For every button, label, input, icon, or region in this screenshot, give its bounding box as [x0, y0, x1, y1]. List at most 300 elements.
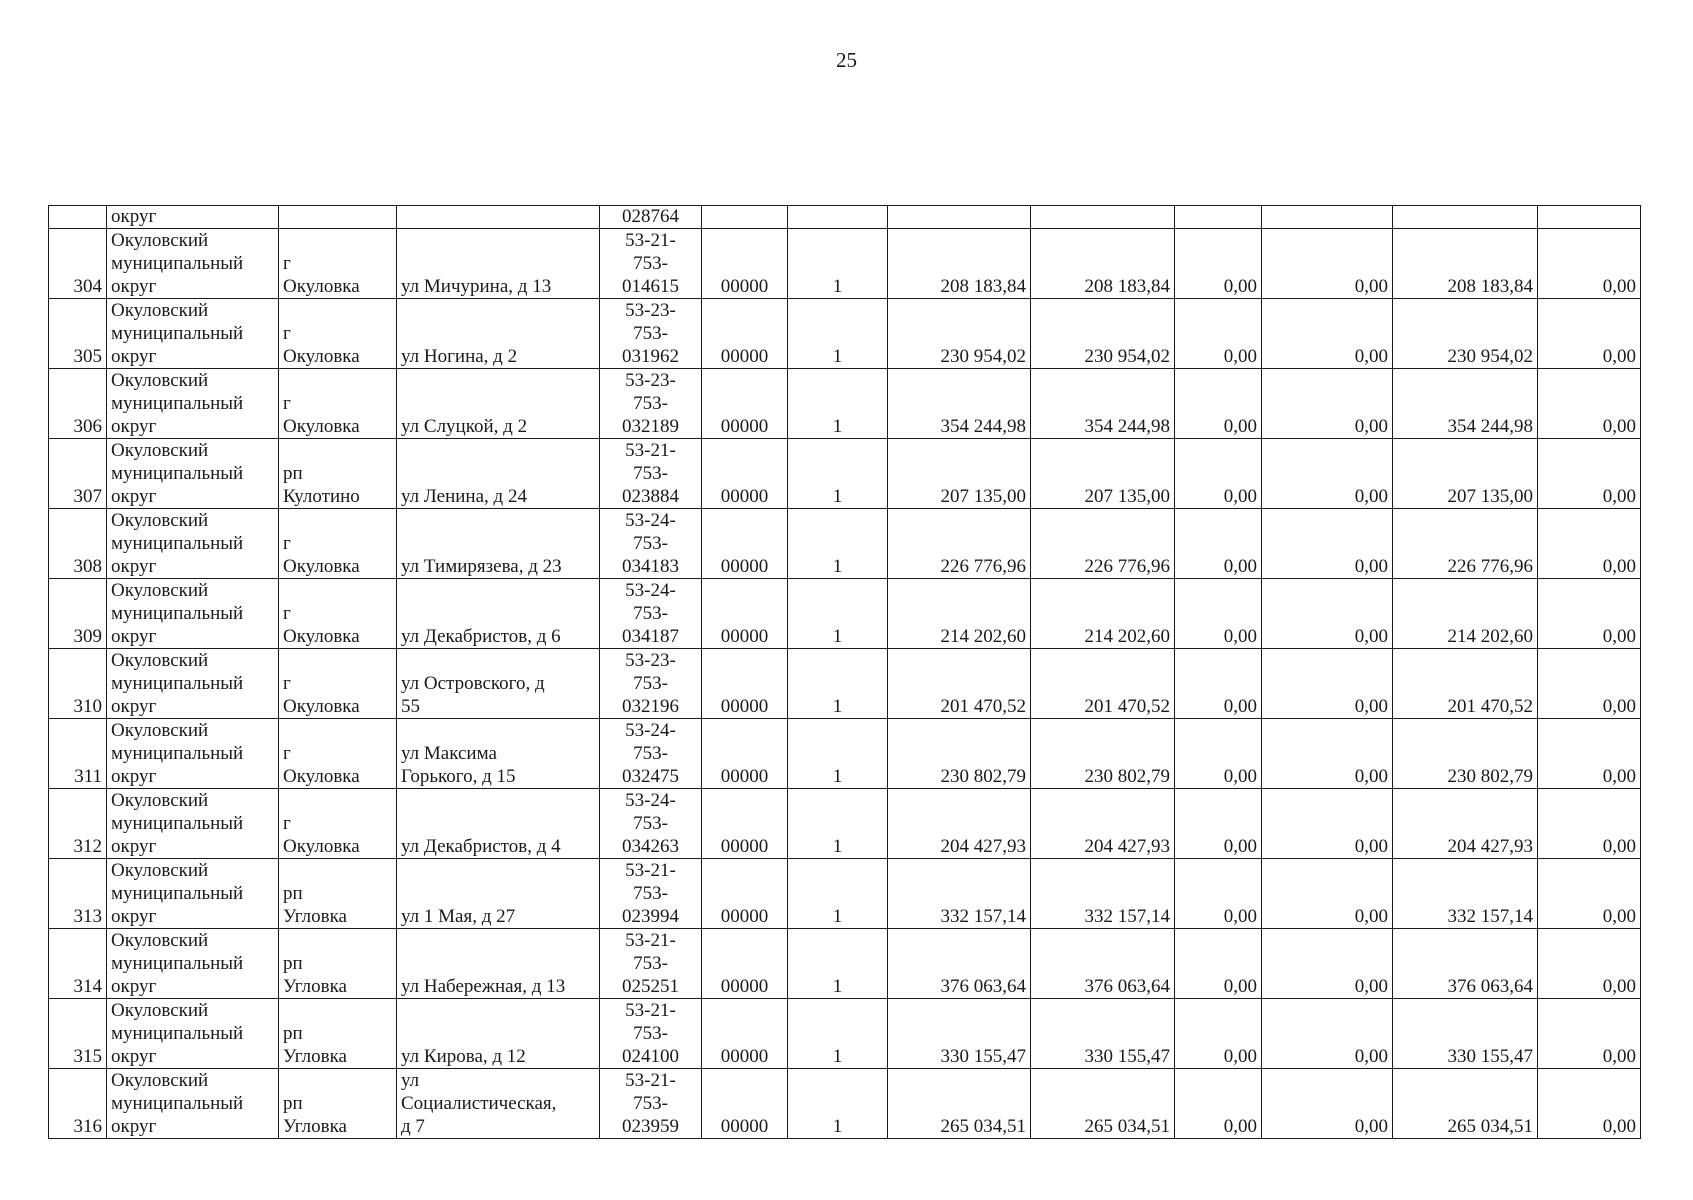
municipality-line: Окуловский	[111, 510, 209, 531]
municipality-line: муниципальный	[111, 743, 244, 764]
cell-code	[600, 999, 702, 1069]
municipality-line: округ	[111, 626, 157, 647]
cell-amount-2: 376 063,64	[1031, 929, 1175, 999]
code-line: 753-	[633, 463, 668, 484]
address-line: ул Ногина, д 2	[401, 346, 518, 367]
cell-count: 1	[788, 509, 888, 579]
cell-amount	[1175, 206, 1262, 229]
cell-subcode: 00000	[702, 789, 788, 859]
cell-address	[397, 719, 600, 789]
cell-settlement	[279, 509, 397, 579]
cell-municipality	[107, 789, 279, 859]
address-line: ул Декабристов, д 4	[401, 836, 561, 857]
cell-code	[600, 1069, 702, 1139]
municipality-line: Окуловский	[111, 370, 209, 391]
code-line: 014615	[622, 276, 679, 297]
cell-amount-5: 354 244,98	[1393, 369, 1538, 439]
address-line: ул Островского, д	[401, 673, 545, 694]
municipality-line: муниципальный	[111, 953, 244, 974]
cell-amount-total: 230 954,02	[888, 299, 1031, 369]
cell-amount-total: 230 802,79	[888, 719, 1031, 789]
settlement-type: г	[283, 743, 291, 764]
table-row	[49, 999, 1641, 1069]
cell-row-number: 306	[49, 369, 107, 439]
cell-amount	[888, 206, 1031, 229]
cell-amount-6: 0,00	[1538, 999, 1641, 1069]
table-row	[49, 649, 1641, 719]
cell-municipality	[107, 509, 279, 579]
address-line: д 7	[401, 1116, 425, 1137]
cell-subcode: 00000	[702, 299, 788, 369]
cell-amount-2: 330 155,47	[1031, 999, 1175, 1069]
cell-amount-5: 330 155,47	[1393, 999, 1538, 1069]
cell-address	[397, 299, 600, 369]
municipality-line: округ	[111, 416, 157, 437]
cell-subcode: 00000	[702, 719, 788, 789]
settlement-type: г	[283, 673, 291, 694]
settlement-name: Окуловка	[283, 626, 360, 647]
cell-amount-6: 0,00	[1538, 649, 1641, 719]
address-line: ул 1 Мая, д 27	[401, 906, 516, 927]
cell-amount-4: 0,00	[1262, 999, 1393, 1069]
cell-code	[600, 299, 702, 369]
municipality-line: Окуловский	[111, 440, 209, 461]
cell-address	[397, 439, 600, 509]
cell-address	[397, 579, 600, 649]
code-line: 53-24-	[625, 720, 676, 741]
address-line: ул Мичурина, д 13	[401, 276, 552, 297]
municipality-line: округ	[111, 836, 157, 857]
cell-amount-6: 0,00	[1538, 859, 1641, 929]
cell-amount-6: 0,00	[1538, 579, 1641, 649]
code-line: 032475	[622, 766, 679, 787]
municipality-line: муниципальный	[111, 463, 244, 484]
table-row	[49, 719, 1641, 789]
code-line: 025251	[622, 976, 679, 997]
cell-amount-total: 376 063,64	[888, 929, 1031, 999]
cell-num	[49, 206, 107, 229]
settlement-type: г	[283, 813, 291, 834]
code-line: 023959	[622, 1116, 679, 1137]
code-line: 753-	[633, 1023, 668, 1044]
settlement-name: Окуловка	[283, 416, 360, 437]
code-line: 753-	[633, 813, 668, 834]
cell-amount-5: 208 183,84	[1393, 229, 1538, 299]
municipality-line: Окуловский	[111, 580, 209, 601]
table-row	[49, 509, 1641, 579]
cell-count: 1	[788, 649, 888, 719]
cell-amount-4: 0,00	[1262, 789, 1393, 859]
address-line: ул Тимирязева, д 23	[401, 556, 562, 577]
cell-subcode: 00000	[702, 579, 788, 649]
settlement-type: г	[283, 253, 291, 274]
code-line: 53-24-	[625, 580, 676, 601]
municipality-line: Окуловский	[111, 860, 209, 881]
settlement-type: рп	[283, 1023, 303, 1044]
registry-body	[49, 206, 1641, 1139]
cell-settlement	[279, 719, 397, 789]
cell-municipality: округ	[107, 206, 279, 229]
cell-amount	[1538, 206, 1641, 229]
municipality-line: округ	[111, 1116, 157, 1137]
cell-row-number: 308	[49, 509, 107, 579]
table-row	[49, 369, 1641, 439]
cell-row-number: 304	[49, 229, 107, 299]
address-line: 55	[401, 696, 420, 717]
cell-amount-6: 0,00	[1538, 719, 1641, 789]
address-line: ул	[401, 1070, 420, 1091]
cell-code	[600, 719, 702, 789]
cell-amount-4: 0,00	[1262, 299, 1393, 369]
cell-amount-6: 0,00	[1538, 929, 1641, 999]
cell-code	[600, 369, 702, 439]
cell-count: 1	[788, 229, 888, 299]
code-line: 753-	[633, 1093, 668, 1114]
municipality-line: Окуловский	[111, 1000, 209, 1021]
settlement-type: г	[283, 393, 291, 414]
cell-address	[397, 929, 600, 999]
cell-amount-6: 0,00	[1538, 229, 1641, 299]
municipality-line: муниципальный	[111, 1023, 244, 1044]
cell-amount-5: 201 470,52	[1393, 649, 1538, 719]
municipality-line: округ	[111, 276, 157, 297]
cell-amount-2: 354 244,98	[1031, 369, 1175, 439]
cell-amount-3: 0,00	[1175, 649, 1262, 719]
cell-amount-5: 230 802,79	[1393, 719, 1538, 789]
code-line: 753-	[633, 393, 668, 414]
cell-address	[397, 859, 600, 929]
cell-count: 1	[788, 929, 888, 999]
municipality-line: муниципальный	[111, 883, 244, 904]
settlement-name: Угловка	[283, 1116, 347, 1137]
cell-subcode: 00000	[702, 509, 788, 579]
code-line: 023884	[622, 486, 679, 507]
municipality-line: Окуловский	[111, 230, 209, 251]
code-line: 031962	[622, 346, 679, 367]
cell-municipality	[107, 859, 279, 929]
cell-code	[600, 789, 702, 859]
cell-municipality	[107, 929, 279, 999]
cell-amount-2: 214 202,60	[1031, 579, 1175, 649]
cell-row-number: 312	[49, 789, 107, 859]
cell-amount-6: 0,00	[1538, 439, 1641, 509]
cell-code: 028764	[600, 206, 702, 229]
cell-amount-3: 0,00	[1175, 929, 1262, 999]
cell-amount-6: 0,00	[1538, 509, 1641, 579]
cell-subcode: 00000	[702, 439, 788, 509]
cell-count: 1	[788, 439, 888, 509]
cell-subcode	[702, 206, 788, 229]
cell-row-number: 316	[49, 1069, 107, 1139]
cell-amount-6: 0,00	[1538, 299, 1641, 369]
cell-row-number: 307	[49, 439, 107, 509]
cell-amount-4: 0,00	[1262, 859, 1393, 929]
cell-amount-5: 376 063,64	[1393, 929, 1538, 999]
cell-subcode: 00000	[702, 229, 788, 299]
address-line: ул Максима	[401, 743, 497, 764]
cell-amount-3: 0,00	[1175, 859, 1262, 929]
code-line: 032196	[622, 696, 679, 717]
cell-municipality	[107, 649, 279, 719]
table-row	[49, 929, 1641, 999]
settlement-name: Окуловка	[283, 696, 360, 717]
cell-count	[788, 206, 888, 229]
cell-amount-5: 265 034,51	[1393, 1069, 1538, 1139]
cell-settlement	[279, 439, 397, 509]
settlement-type: г	[283, 603, 291, 624]
cell-amount-2: 230 954,02	[1031, 299, 1175, 369]
municipality-line: муниципальный	[111, 533, 244, 554]
carry-over-row	[49, 206, 1641, 229]
cell-address	[397, 1069, 600, 1139]
municipality-line: муниципальный	[111, 1093, 244, 1114]
cell-subcode: 00000	[702, 929, 788, 999]
cell-settlement	[279, 649, 397, 719]
settlement-type: рп	[283, 883, 303, 904]
cell-count: 1	[788, 789, 888, 859]
cell-amount-4: 0,00	[1262, 369, 1393, 439]
code-line: 53-21-	[625, 230, 676, 251]
code-line: 753-	[633, 883, 668, 904]
cell-amount-total: 208 183,84	[888, 229, 1031, 299]
cell-municipality	[107, 579, 279, 649]
cell-municipality	[107, 369, 279, 439]
cell-amount-2: 226 776,96	[1031, 509, 1175, 579]
cell-amount-3: 0,00	[1175, 999, 1262, 1069]
cell-amount-5: 230 954,02	[1393, 299, 1538, 369]
cell-amount-5: 226 776,96	[1393, 509, 1538, 579]
cell-amount-total: 201 470,52	[888, 649, 1031, 719]
municipality-line: округ	[111, 1046, 157, 1067]
cell-row-number: 315	[49, 999, 107, 1069]
cell-code	[600, 859, 702, 929]
table-row	[49, 439, 1641, 509]
cell-row-number: 313	[49, 859, 107, 929]
settlement-name: Окуловка	[283, 276, 360, 297]
cell-row-number: 309	[49, 579, 107, 649]
cell-amount-3: 0,00	[1175, 719, 1262, 789]
cell-count: 1	[788, 579, 888, 649]
municipality-line: округ	[111, 556, 157, 577]
settlement-name: Угловка	[283, 1046, 347, 1067]
table-row	[49, 299, 1641, 369]
municipality-line: муниципальный	[111, 393, 244, 414]
cell-amount-2: 207 135,00	[1031, 439, 1175, 509]
code-line: 753-	[633, 533, 668, 554]
municipality-line: округ	[111, 486, 157, 507]
cell-address	[397, 999, 600, 1069]
address-line: ул Набережная, д 13	[401, 976, 566, 997]
code-line: 53-24-	[625, 510, 676, 531]
table-row	[49, 1069, 1641, 1139]
address-line: ул Декабристов, д 6	[401, 626, 561, 647]
cell-amount-2: 201 470,52	[1031, 649, 1175, 719]
cell-amount-4: 0,00	[1262, 649, 1393, 719]
municipality-line: округ	[111, 976, 157, 997]
municipality-line: округ	[111, 696, 157, 717]
code-line: 53-21-	[625, 1000, 676, 1021]
address-line: ул Слуцкой, д 2	[401, 416, 528, 437]
cell-subcode: 00000	[702, 649, 788, 719]
cell-subcode: 00000	[702, 859, 788, 929]
cell-settlement	[279, 859, 397, 929]
cell-count: 1	[788, 369, 888, 439]
cell-count: 1	[788, 859, 888, 929]
cell-amount-2: 230 802,79	[1031, 719, 1175, 789]
table-row	[49, 859, 1641, 929]
address-line: ул Кирова, д 12	[401, 1046, 526, 1067]
cell-row-number: 305	[49, 299, 107, 369]
code-line: 53-23-	[625, 650, 676, 671]
code-line: 753-	[633, 253, 668, 274]
code-line: 53-23-	[625, 370, 676, 391]
cell-amount-total: 226 776,96	[888, 509, 1031, 579]
cell-municipality	[107, 999, 279, 1069]
cell-count: 1	[788, 719, 888, 789]
cell-subcode: 00000	[702, 1069, 788, 1139]
cell-amount-total: 330 155,47	[888, 999, 1031, 1069]
cell-amount-2: 204 427,93	[1031, 789, 1175, 859]
cell-amount-5: 332 157,14	[1393, 859, 1538, 929]
cell-amount	[1393, 206, 1538, 229]
code-line: 53-24-	[625, 790, 676, 811]
cell-amount-6: 0,00	[1538, 1069, 1641, 1139]
cell-count: 1	[788, 299, 888, 369]
cell-municipality	[107, 439, 279, 509]
cell-settlement	[279, 999, 397, 1069]
settlement-type: г	[283, 533, 291, 554]
cell-amount-4: 0,00	[1262, 929, 1393, 999]
cell-amount-2: 208 183,84	[1031, 229, 1175, 299]
code-line: 53-21-	[625, 440, 676, 461]
code-line: 53-23-	[625, 300, 676, 321]
cell-subcode: 00000	[702, 999, 788, 1069]
cell-amount-2: 332 157,14	[1031, 859, 1175, 929]
cell-code	[600, 229, 702, 299]
cell-amount-4: 0,00	[1262, 509, 1393, 579]
municipality-line: муниципальный	[111, 673, 244, 694]
code-line: 753-	[633, 323, 668, 344]
registry-table	[48, 205, 1641, 1139]
code-line: 032189	[622, 416, 679, 437]
settlement-type: рп	[283, 463, 303, 484]
settlement-name: Окуловка	[283, 346, 360, 367]
cell-amount-4: 0,00	[1262, 719, 1393, 789]
cell-address	[397, 369, 600, 439]
cell-amount-5: 204 427,93	[1393, 789, 1538, 859]
cell-code	[600, 509, 702, 579]
municipality-line: Окуловский	[111, 790, 209, 811]
table-row	[49, 229, 1641, 299]
cell-amount-3: 0,00	[1175, 1069, 1262, 1139]
settlement-name: Угловка	[283, 906, 347, 927]
cell-amount-total: 207 135,00	[888, 439, 1031, 509]
cell-amount-6: 0,00	[1538, 369, 1641, 439]
address-line: Социалистическая,	[401, 1093, 557, 1114]
cell-amount-3: 0,00	[1175, 229, 1262, 299]
cell-count: 1	[788, 1069, 888, 1139]
cell-address	[397, 649, 600, 719]
cell-amount-total: 354 244,98	[888, 369, 1031, 439]
cell-amount-2: 265 034,51	[1031, 1069, 1175, 1139]
cell-amount-3: 0,00	[1175, 369, 1262, 439]
cell-count: 1	[788, 999, 888, 1069]
cell-amount-total: 204 427,93	[888, 789, 1031, 859]
municipality-line: Окуловский	[111, 300, 209, 321]
settlement-name: Окуловка	[283, 556, 360, 577]
municipality-line: округ	[111, 346, 157, 367]
cell-amount-3: 0,00	[1175, 299, 1262, 369]
cell-code	[600, 929, 702, 999]
address-line: Горького, д 15	[401, 766, 516, 787]
cell-code	[600, 439, 702, 509]
cell-municipality	[107, 719, 279, 789]
municipality-line: муниципальный	[111, 323, 244, 344]
cell-amount	[1262, 206, 1393, 229]
code-line: 023994	[622, 906, 679, 927]
cell-amount-total: 332 157,14	[888, 859, 1031, 929]
code-line: 753-	[633, 673, 668, 694]
cell-settlement	[279, 789, 397, 859]
settlement-name: Кулотино	[283, 486, 360, 507]
cell-settlement	[279, 299, 397, 369]
table-row	[49, 789, 1641, 859]
cell-address	[397, 509, 600, 579]
cell-settlement	[279, 929, 397, 999]
municipality-line: муниципальный	[111, 603, 244, 624]
cell-amount-3: 0,00	[1175, 579, 1262, 649]
cell-amount-total: 214 202,60	[888, 579, 1031, 649]
municipality-line: округ	[111, 906, 157, 927]
cell-amount-4: 0,00	[1262, 229, 1393, 299]
cell-amount-5: 207 135,00	[1393, 439, 1538, 509]
cell-row-number: 311	[49, 719, 107, 789]
municipality-line: Окуловский	[111, 930, 209, 951]
page-number: 25	[836, 48, 857, 72]
code-line: 53-21-	[625, 1070, 676, 1091]
cell-amount-5: 214 202,60	[1393, 579, 1538, 649]
cell-amount-4: 0,00	[1262, 579, 1393, 649]
table-row	[49, 579, 1641, 649]
cell-municipality	[107, 1069, 279, 1139]
cell-code	[600, 649, 702, 719]
settlement-type: рп	[283, 1093, 303, 1114]
cell-settlement-type	[279, 206, 397, 229]
cell-municipality	[107, 299, 279, 369]
cell-settlement	[279, 229, 397, 299]
cell-settlement	[279, 1069, 397, 1139]
cell-amount	[1031, 206, 1175, 229]
code-line: 53-21-	[625, 930, 676, 951]
cell-amount-6: 0,00	[1538, 789, 1641, 859]
settlement-name: Окуловка	[283, 836, 360, 857]
cell-amount-4: 0,00	[1262, 439, 1393, 509]
cell-subcode: 00000	[702, 369, 788, 439]
municipality-line: муниципальный	[111, 253, 244, 274]
code-line: 034187	[622, 626, 679, 647]
code-line: 024100	[622, 1046, 679, 1067]
cell-row-number: 314	[49, 929, 107, 999]
municipality-line: Окуловский	[111, 1070, 209, 1091]
municipality-line: муниципальный	[111, 813, 244, 834]
code-line: 034183	[622, 556, 679, 577]
settlement-name: Окуловка	[283, 766, 360, 787]
cell-amount-3: 0,00	[1175, 789, 1262, 859]
settlement-type: г	[283, 323, 291, 344]
cell-municipality	[107, 229, 279, 299]
cell-amount-3: 0,00	[1175, 509, 1262, 579]
cell-address	[397, 206, 600, 229]
